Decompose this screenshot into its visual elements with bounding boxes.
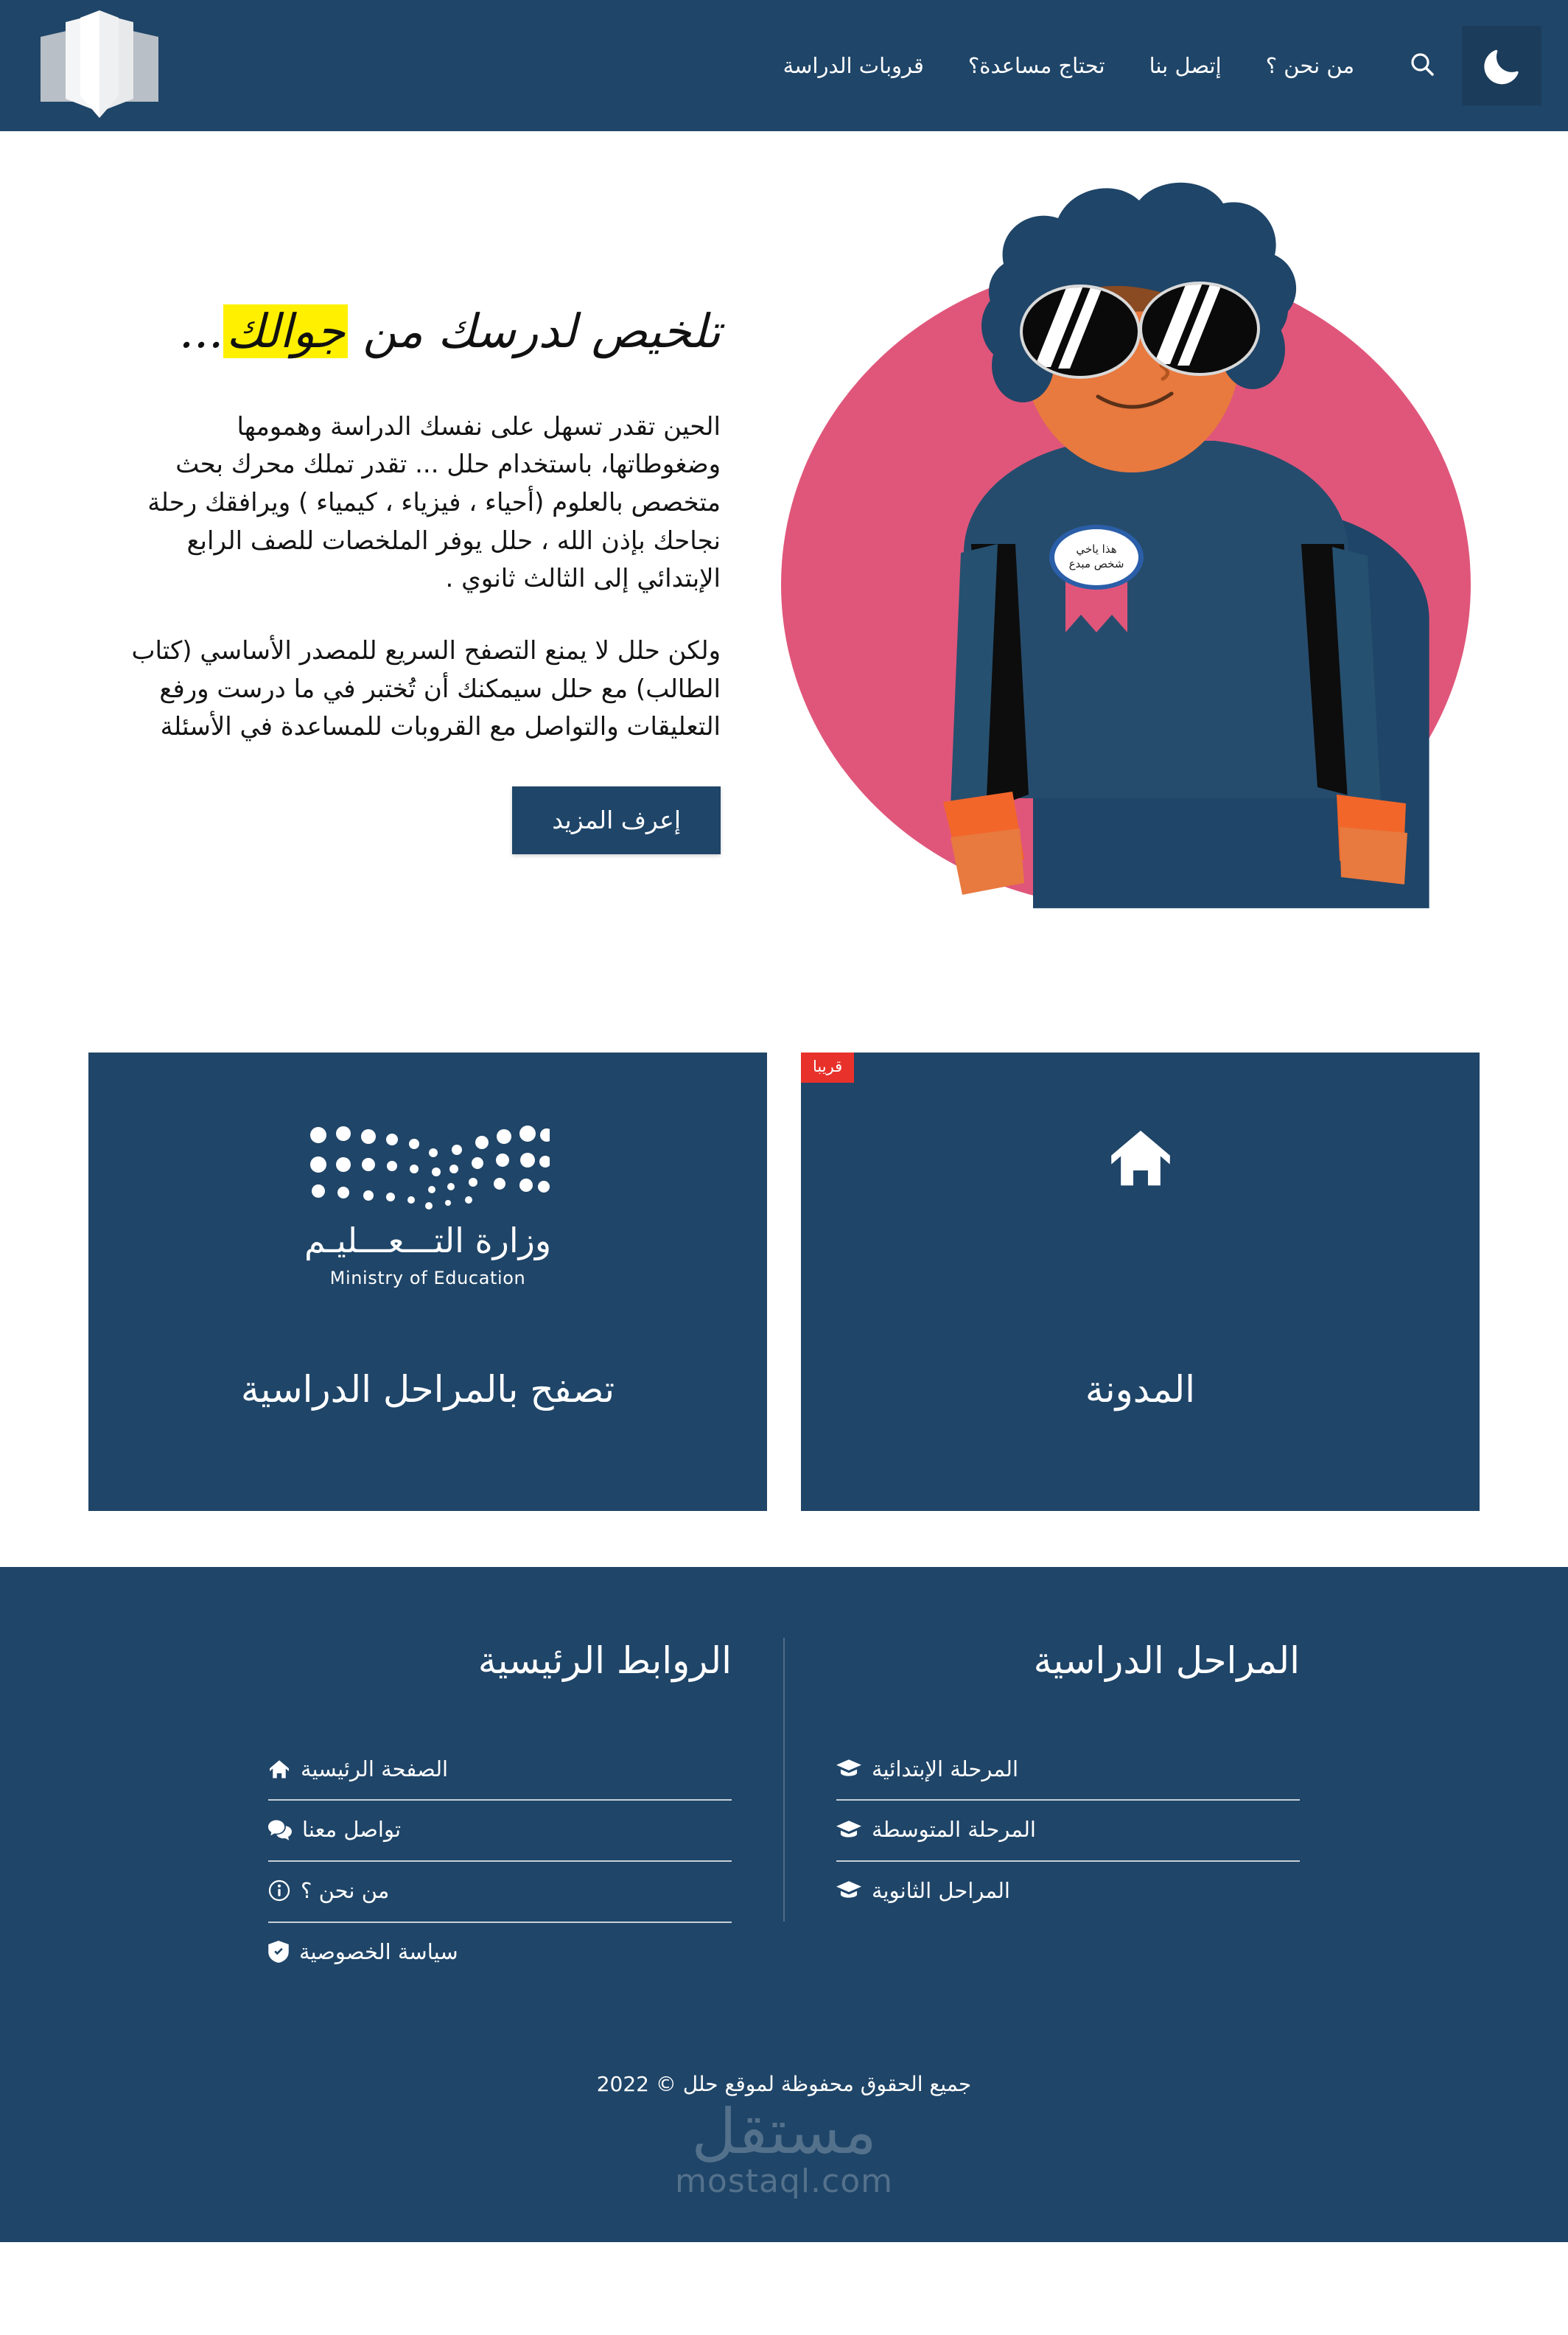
footer-link-home[interactable] [268, 1740, 732, 1801]
svg-text:هذا ياخي: هذا ياخي [1076, 542, 1117, 556]
ministry-logo-english: Ministry of Education [329, 1268, 526, 1288]
footer-link-label: المرحلة المتوسطة [872, 1817, 1036, 1843]
footer-title-stages: المراحل الدراسية [1033, 1639, 1300, 1682]
dark-mode-toggle[interactable] [1462, 26, 1541, 105]
footer-column-main-links [217, 1638, 783, 1983]
search-icon [1407, 49, 1437, 82]
watermark-english: mostaql.com [674, 2163, 894, 2201]
graduation-cap-icon [836, 1759, 861, 1779]
footer-spacer [0, 2198, 1568, 2242]
learn-more-button[interactable]: إعرف المزيد [512, 786, 721, 854]
main-navigation [0, 52, 1376, 78]
graduation-cap-icon [836, 1881, 861, 1900]
hero-paragraph-1: الحين تقدر تسهل على نفسك الدراسة وهمومها وضغوطاتها، باستخدام حلل ... تقدر تملك محرك بحث متخصص بالعلوم (أحياء ، فيزياء ، كيمياء ) ويرافقك رحلة نجاحك بإذن الله ، حلل يوفر الملخصات للصف الرابع الإبتدائي إلى الثالث ثانوي . [147, 411, 721, 594]
status-badge-soon: قريبا [801, 1053, 854, 1083]
hero-paragraph-2: ولكن حلل لا يمنع التصفح السريع للمصدر الأساسي (كتاب الطالب) مع حلل سيمكنك أن تُختبر في ما درست ورفع التعليقات والتواصل مع القروبات للمساعدة في الأسئلة [131, 636, 721, 742]
hero-section [0, 131, 1568, 1053]
graduation-cap-icon [836, 1821, 861, 1840]
hero-title [111, 300, 721, 363]
mostaql-watermark [0, 2095, 1568, 2201]
hero-title-highlight: جوالك [223, 304, 348, 358]
svg-text:شخص مبدع: شخص مبدع [1068, 557, 1124, 570]
hero-title-before: تلخيص لدرسك من [348, 304, 721, 358]
footer-link-contact[interactable] [268, 1801, 732, 1862]
site-header [0, 0, 1568, 131]
chat-icon [268, 1820, 292, 1840]
home-icon [268, 1758, 290, 1780]
site-logo[interactable] [0, 0, 199, 131]
footer-link-primary-stage[interactable] [836, 1740, 1300, 1801]
site-footer [0, 1567, 1568, 2242]
shield-check-icon [268, 1941, 289, 1963]
footer-link-label: سياسة الخصوصية [299, 1938, 458, 1964]
info-icon [268, 1879, 290, 1902]
card-blog[interactable] [801, 1053, 1480, 1511]
hero-illustration [750, 175, 1487, 964]
footer-link-about[interactable] [268, 1862, 732, 1923]
copyright-bar [0, 1983, 1568, 2201]
footer-link-label: الصفحة الرئيسية [301, 1756, 449, 1781]
card-title-browse-stages: تصفح بالمراحل الدراسية [240, 1368, 615, 1411]
footer-link-label: المراحل الثانوية [872, 1878, 1010, 1904]
hero-copy [66, 285, 721, 855]
ministry-of-education-logo [304, 1123, 551, 1288]
watermark-arabic: مستقل [691, 2095, 877, 2168]
footer-link-label: تواصل معنا [302, 1817, 402, 1843]
nav-item-contact[interactable]: إتصل بنا [1149, 52, 1222, 78]
footer-title-main-links: الروابط الرئيسية [477, 1639, 732, 1682]
card-title-blog: المدونة [1085, 1368, 1196, 1411]
feature-cards [0, 1053, 1568, 1567]
copyright-text: جميع الحقوق محفوظة لموقع حلل © 2022 [596, 2071, 972, 2096]
footer-link-middle-stage[interactable] [836, 1801, 1300, 1862]
card-browse-stages[interactable] [88, 1053, 767, 1511]
footer-link-secondary-stage[interactable] [836, 1862, 1300, 1922]
footer-link-label: من نحن ؟ [301, 1878, 390, 1904]
footer-link-privacy[interactable] [268, 1923, 732, 1983]
search-button[interactable] [1396, 39, 1449, 92]
hero-title-after: ... [179, 304, 224, 358]
home-icon [1107, 1123, 1175, 1194]
open-book-logo-icon [27, 9, 172, 122]
moon-icon [1480, 44, 1523, 87]
ministry-logo-arabic: وزارة التـــعـــليـم [304, 1221, 552, 1260]
nav-item-study-groups[interactable]: قروبات الدراسة [783, 52, 924, 78]
nav-item-about[interactable]: من نحن ؟ [1265, 52, 1354, 78]
footer-link-label: المرحلة الإبتدائية [872, 1756, 1019, 1781]
nav-item-help[interactable]: تحتاج مساعدة؟ [967, 52, 1105, 78]
footer-columns [136, 1638, 1432, 1983]
footer-column-stages [783, 1638, 1351, 1922]
